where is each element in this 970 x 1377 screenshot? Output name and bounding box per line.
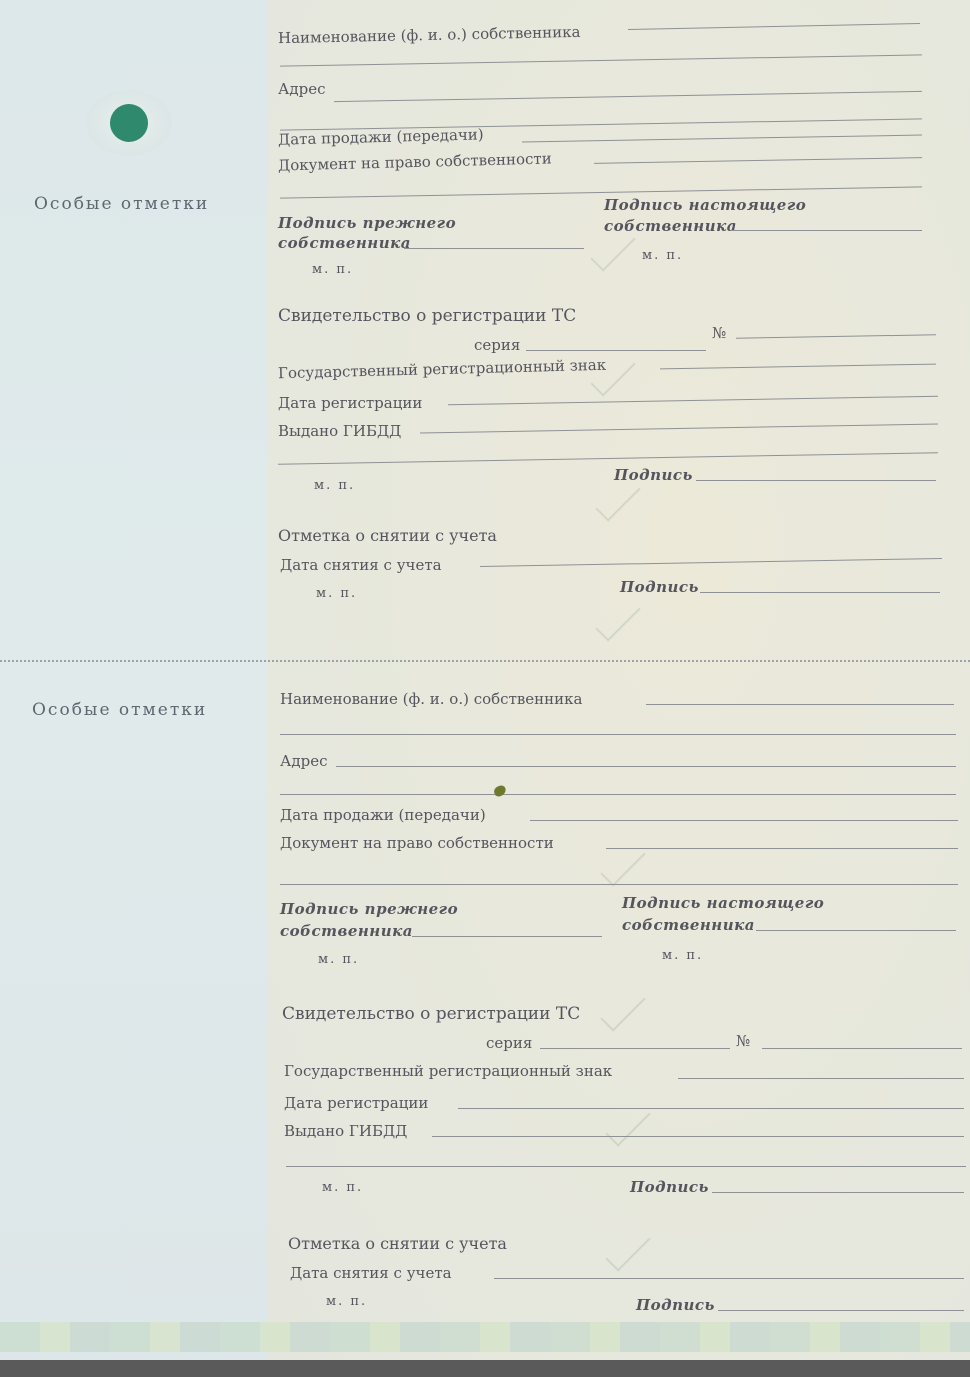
deregistration-date-label: Дата снятия с учета [280, 556, 442, 574]
punch-hole [110, 104, 148, 142]
issued-by-label: Выдано ГИБДД [284, 1122, 408, 1140]
special-notes-label: Особые отметки [32, 700, 208, 720]
special-notes-label: Особые отметки [34, 194, 210, 214]
number-label: № [736, 1032, 751, 1050]
prev-owner-label: собственника [278, 234, 412, 252]
owner-name-label: Наименование (ф. и. о.) собственника [277, 22, 581, 48]
address-line-2 [280, 794, 956, 795]
signature-label: Подпись [614, 466, 693, 484]
reg-date-label: Дата регистрации [278, 394, 423, 412]
address-line [336, 766, 956, 767]
deregistration-date-line [494, 1278, 964, 1279]
seal-label: м. п. [642, 248, 684, 263]
signature-label: Подпись [636, 1296, 715, 1314]
plate-line [678, 1078, 964, 1079]
seal-label: м. п. [316, 586, 358, 601]
number-line [762, 1048, 962, 1049]
address-label: Адрес [280, 752, 328, 770]
security-band [0, 1322, 970, 1352]
owner-name-line-2 [280, 734, 956, 735]
series-line [526, 350, 706, 351]
sale-date-label: Дата продажи (передачи) [280, 806, 486, 824]
prev-owner-signature-label: Подпись прежнего [278, 214, 457, 232]
signature-line [700, 592, 940, 593]
owner-name-label: Наименование (ф. и. о.) собственника [280, 690, 583, 708]
signature-label: Подпись [620, 578, 699, 596]
seal-label: м. п. [322, 1180, 364, 1195]
curr-owner-signature-line [756, 930, 956, 931]
ownership-doc-line [606, 848, 958, 849]
ownership-doc-line-2 [280, 884, 958, 885]
deregistration-date-label: Дата снятия с учета [290, 1264, 452, 1282]
signature-line [696, 480, 936, 481]
series-label: серия [474, 336, 521, 354]
curr-owner-signature-label: Подпись настоящего [622, 894, 825, 912]
seal-label: м. п. [662, 948, 704, 963]
reg-date-line [458, 1108, 964, 1109]
owner-name-line [646, 704, 954, 705]
seal-label: м. п. [326, 1294, 368, 1309]
curr-owner-label: собственника [622, 916, 756, 934]
seal-label: м. п. [314, 478, 356, 493]
series-line [540, 1048, 730, 1049]
address-label: Адрес [278, 80, 326, 98]
prev-owner-signature-label: Подпись прежнего [280, 900, 459, 918]
issued-by-line [432, 1136, 964, 1137]
ownership-doc-label: Документ на право собственности [280, 834, 554, 852]
curr-owner-signature-line [732, 230, 922, 231]
plate-label: Государственный регистрационный знак [277, 355, 607, 383]
reg-date-label: Дата регистрации [284, 1094, 429, 1112]
deregistration-mark-label: Отметка о снятии с учета [288, 1234, 507, 1253]
ownership-doc-label: Документ на право собственности [277, 149, 552, 175]
seal-label: м. п. [312, 262, 354, 277]
sale-date-label: Дата продажи (передачи) [277, 125, 484, 149]
reg-cert-label: Свидетельство о регистрации ТС [278, 306, 577, 326]
issued-by-line-2 [286, 1166, 966, 1167]
plate-label: Государственный регистрационный знак [284, 1062, 613, 1080]
fold-line [0, 660, 970, 662]
curr-owner-signature-label: Подпись настоящего [604, 196, 807, 214]
deregistration-mark-label: Отметка о снятии с учета [278, 526, 497, 545]
seal-label: м. п. [318, 952, 360, 967]
signature-line [718, 1310, 964, 1311]
curr-owner-label: собственника [604, 217, 738, 235]
signature-line [712, 1192, 964, 1193]
number-label: № [712, 324, 727, 342]
issued-by-label: Выдано ГИБДД [278, 422, 402, 440]
prev-owner-label: собственника [280, 922, 414, 940]
sale-date-line [530, 820, 958, 821]
prev-owner-signature-line [404, 248, 584, 249]
prev-owner-signature-line [412, 936, 602, 937]
series-label: серия [486, 1034, 533, 1052]
signature-label: Подпись [630, 1178, 709, 1196]
reg-cert-label: Свидетельство о регистрации ТС [282, 1004, 581, 1024]
